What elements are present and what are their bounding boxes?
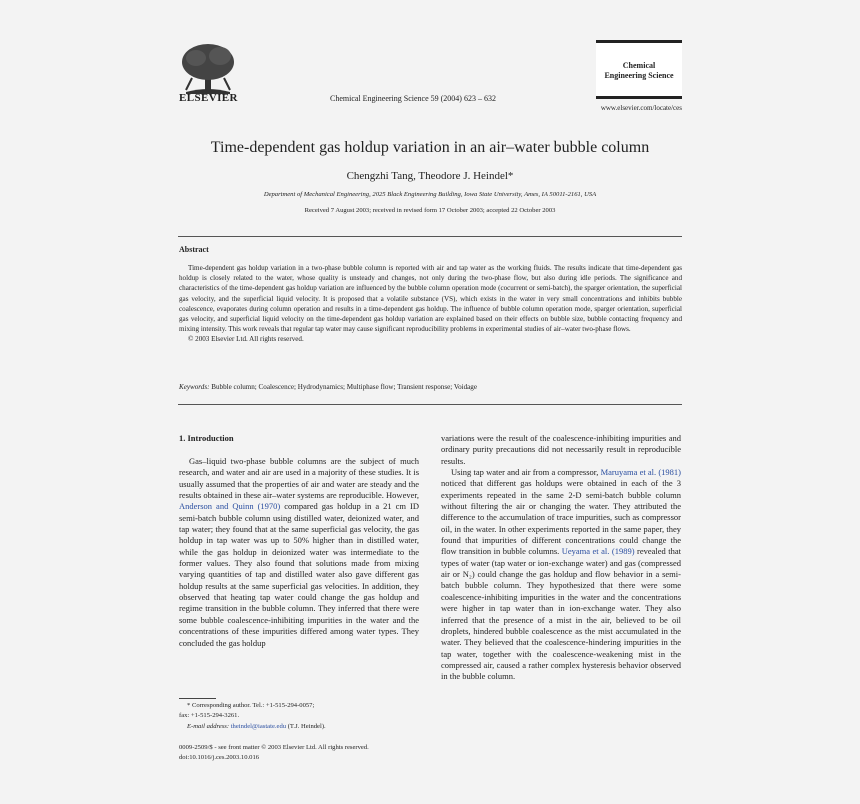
issn-line: 0009-2509/$ - see front matter © 2003 Elsevier Ltd. All rights reserved.: [179, 744, 369, 751]
keywords: [179, 383, 682, 391]
abstract-text: Time-dependent gas holdup variation in a two-phase bubble column is reported with air and tap water as the working fluids. The results indicate that time-dependent gas holdup is closely related to the water, whose quality is unsteady and changes, not only during the two-phase flow, but also during idle periods. The significance and characteristics of the time-dependent gas holdup variation are influenced by the bubble column operation mode (cocurrent or semi-batch), the sparger orientation, the superficial gas velocity, and the superficial liquid velocity. It is proposed that a volatile substance (VS), which exists in the water in very small concentrations and inhibits bubble coalescence, evaporates during column operation and results in a time-dependent gas holdup. The influence of bubble column operation mode, sparger orientation, superficial gas velocity, and superficial liquid velocity on the time-dependent gas holdup variation are explained based on their effects on bubble size, bubble contacting frequency and mixing intensity. This work reveals that regular tap water may cause significant reproducibility problems in experimental studies of air–water two-phase flows.: [179, 264, 682, 334]
intro-paragraph-1: [179, 456, 419, 649]
abstract-copyright: © 2003 Elsevier Ltd. All rights reserved.: [188, 335, 304, 344]
front-matter: [179, 743, 439, 764]
doi-line[interactable]: doi:10.1016/j.ces.2003.10.016: [179, 754, 260, 762]
text-run: noticed that different gas holdups were obtained in each of the 3 experiments repeated in the same 2-D semi-batch bubble column without filtering the air or changing the water. They attributed the difference to the accumulation of trace impurities, such as compressor oil, in the water. In other experiments reported in the same paper, they found that impurities of different concentrations could change the flow transition in bubble columns.: [441, 478, 681, 557]
text-run: Using tap water and air from a compressor,: [451, 467, 601, 478]
citation-link[interactable]: Ueyama et al. (1989): [561, 546, 635, 557]
journal-logo-text: Chemical Engineering Science: [604, 61, 674, 80]
divider-bottom: [178, 404, 682, 405]
divider-top: [178, 236, 682, 237]
intro-paragraph-continued: variations were the result of the coalescence-inhibiting impurities and ordinary purity precautions did not necessarily result in reproducible results.: [441, 433, 681, 466]
paper-title: Time-dependent gas holdup variation in an air–water bubble column: [210, 139, 650, 156]
paper-authors: Chengzhi Tang, Theodore J. Heindel*: [346, 170, 514, 182]
abstract-body: [179, 263, 682, 345]
footnote-email: [179, 722, 419, 732]
journal-logo-box: [596, 40, 682, 99]
email-label: E-mail address:: [187, 722, 230, 730]
journal-url[interactable]: www.elsevier.com/locate/ces: [600, 104, 682, 112]
journal-citation: Chemical Engineering Science 59 (2004) 623 – 632: [330, 94, 496, 103]
keywords-text: Bubble column; Coalescence; Hydrodynamics; Multiphase flow; Transient response; Voidage: [211, 383, 477, 391]
footnote-line-2: fax: +1-515-294-3261.: [179, 712, 240, 720]
citation-link[interactable]: Anderson and Quinn (1970): [179, 501, 281, 512]
citation-link[interactable]: Maruyama et al. (1981): [600, 467, 681, 478]
footnote: [179, 701, 419, 732]
text-run: compared gas holdup in a 21 cm ID semi-batch bubble column using distilled water, deionized water, and tap water; they found that at the same superficial gas velocity, the gas holdup in tap water was up to 50% higher than in distilled water, while the gas holdup in deionized water was intermediate to the former values. They also found that solutions made from mixing varying quantities of tap and distilled water also gave different gas holdup results at the same superficial gas velocities. In addition, they observed that heating tap water could change the gas holdup and regime transition in the bubble column. They inferred that there were some bubble coalescence-inhibiting impurities in the water and the concentrations of these impurities differed among water types. They concluded the gas holdup: [179, 501, 420, 648]
text-run: revealed that types of water (tap water or ion-exchange water) and gas (compressed air or N₂) could change the gas holdup and flow behavior in a semi-batch bubble column. They hypothesized that there were some coalescence-inhibiting impurities in the water and the concentrations were higher in tap water than in ion-exchange water. They also inferred that the presence of a mist in the air, believed to be oil droplets, hindered bubble coalescence as the mist accumulated in the water. They believed that the coalescence-hindering impurities in the tap water, together with the coalescence-weakening mist in the compressed air, caused a rather complex hysteresis behavior observed in the bubble column.: [441, 546, 682, 682]
email-link[interactable]: theindel@iastate.edu: [230, 722, 287, 730]
column-left: [179, 456, 419, 649]
affiliation: Department of Mechanical Engineering, 2025 Black Engineering Building, Iowa State University, Ames, IA 50011-2161, USA: [263, 191, 597, 198]
footnote-line-1: * Corresponding author. Tel.: +1-515-294-0057;: [187, 702, 315, 709]
received-dates: Received 7 August 2003; received in revised form 17 October 2003; accepted 22 October 2003: [304, 207, 556, 214]
email-suffix: (T.J. Heindel).: [286, 722, 326, 730]
abstract-heading: Abstract: [179, 245, 209, 254]
column-right: [441, 433, 681, 683]
intro-paragraph-2: [441, 467, 681, 683]
text-run: Gas–liquid two-phase bubble columns are the subject of much research, and water and air are used in a majority of these studies. It is usually assumed that the properties of air and water are steady and the results obtained in these air–water systems are reproducible. However,: [179, 456, 419, 501]
section-heading: 1. Introduction: [179, 433, 234, 443]
publisher-name: ELSEVIER: [179, 92, 238, 104]
footnote-rule: [179, 698, 216, 699]
keywords-label: Keywords:: [179, 383, 210, 391]
